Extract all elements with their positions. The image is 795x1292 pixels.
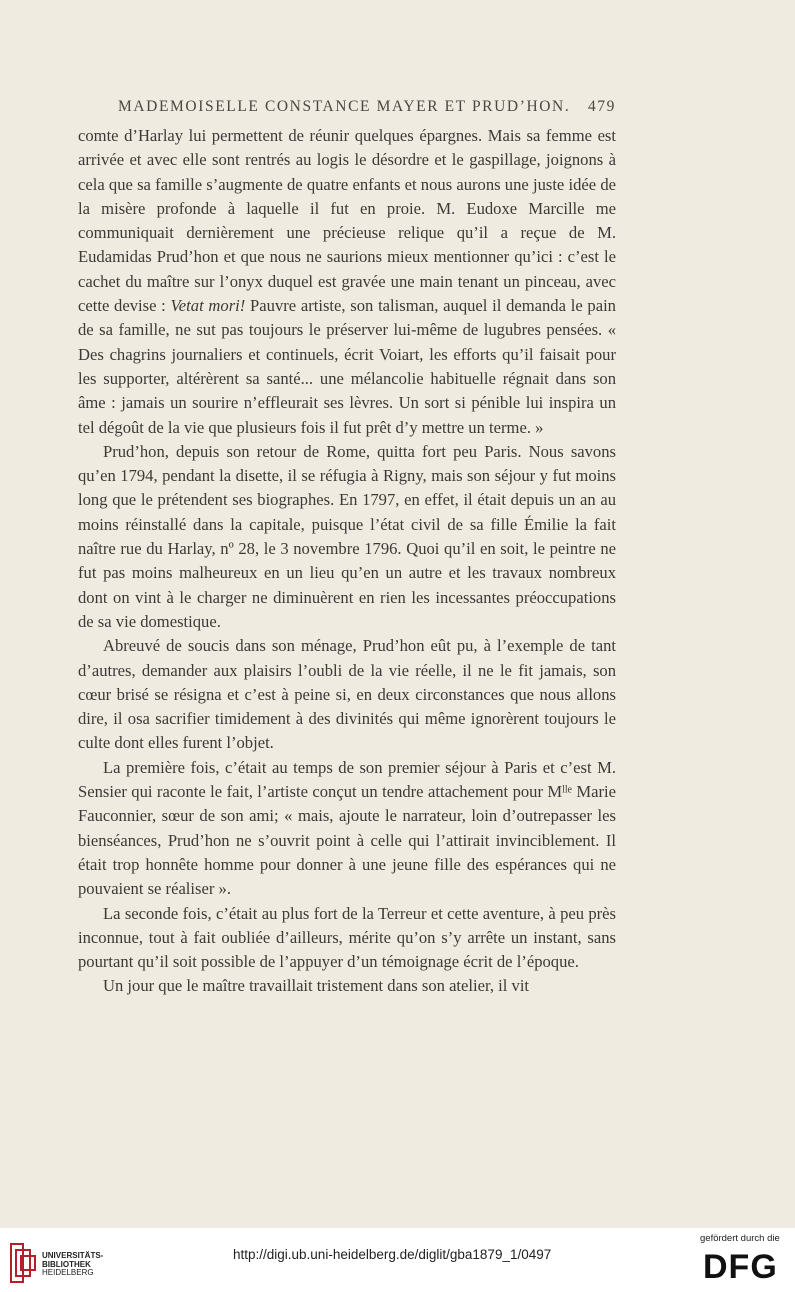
paragraph-1-part-a: comte d’Harlay lui permettent de réunir quelques épargnes. Mais sa femme est arrivée et avec elle sont rentrés au logis le désordre et le gaspillage, joignons à cela que sa famille s’augmente de quatre enfants et nous aurons une juste idée de la misère profonde à laquelle il fut en proie. M. Eudoxe Marcille me communiquait dernièrement une précieuse relique qu’il a reçue de M. Eudamidas Prud’hon et que nous ne saurions mieux mentionner qu’ici : c’est le cachet du maître sur l’onyx duquel est gravée une main tenant un pinceau, avec cette devise :	[78, 126, 616, 316]
paragraph-3: Abreuvé de soucis dans son ménage, Prud’hon eût pu, à l’exemple de tant d’autres, demander aux plaisirs l’oubli de la vie réelle, il ne le fit jamais, son cœur brisé se résigna et c’est à peine si, en deux circonstances que nous allons dire, il osa sacrifier timidement à des divinités qui même ignorèrent toujours le culte dont elles furent l’objet.	[78, 636, 616, 753]
page-number: 479	[587, 98, 616, 115]
motto: Vetat mori!	[170, 296, 246, 316]
logo-line-2: BIBLIOTHEK	[42, 1259, 91, 1269]
paragraph-2: Prud’hon, depuis son retour de Rome, quitta fort peu Paris. Nous savons qu’en 1794, pendant la disette, il se réfugia à Rigny, mais son séjour y fut moins long que le prétendent ses biographes. En 1797, en effet, il était depuis un an au moins réinstallé dans la capitale, puisque l’état civil de sa fille Émilie la fait naître rue du Harlay, nº 28, le 3 novembre 1796. Quoi qu’il en soit, le peintre ne fut pas moins malheureux en un lieu qu’en un autre et les travaux nombreux dont on vint à le charger ne diminuèrent en rien les incessantes préoccupations de sa vie domestique.	[78, 441, 616, 631]
paragraph-5: La seconde fois, c’était au plus fort de la Terreur et cette aventure, à peu près inconnue, tout à fait oubliée d’ailleurs, mérite qu’on s’y arrête un instant, sans pourtant qu’il soit possible de l’appuyer d’un témoignage écrit de l’époque.	[78, 903, 616, 972]
funded-by-label: gefördert durch die	[700, 1233, 780, 1244]
paragraph-4: La première fois, c’était au temps de son premier séjour à Paris et c’est M. Sensier qui raconte le fait, l’artiste conçut un tendre attachement pour Mˡˡᵉ Marie Fauconnier, sœur de son ami; « mais, ajoute le narrateur, loin d’outrepasser les bienséances, Prud’hon ne s’ouvrit point à celle qui l’attirait invinciblement. Il était trop honnête homme pour donner à une jeune fille des espérances qui ne pouvaient se réaliser ».	[78, 757, 616, 899]
logo-line-1: UNIVERSITÄTS-	[42, 1251, 104, 1260]
paragraph-6: Un jour que le maître travaillait tristement dans son atelier, il vit	[103, 976, 530, 996]
viewer-footer	[0, 1228, 795, 1292]
library-name	[42, 1252, 103, 1278]
running-head-title: MADEMOISELLE CONSTANCE MAYER ET PRUD’HON.	[118, 98, 571, 115]
logo-line-3: HEIDELBERG	[42, 1268, 94, 1277]
paragraph-1-part-b: Pauvre artiste, son talisman, auquel il demanda le pain de sa famille, ne sut pas toujours le préserver lui-même de lugubres pensées. « Des chagrins journaliers et continuels, écrit Voiart, les efforts qu’il faisait pour les supporter, altérèrent sa santé... une mélancolie habituelle régnait dans son âme : jamais un sourire n’effleurait ses lèvres. Un sort si pénible lui inspira un tel dégoût de la vie que plusieurs fois il fut prêt d’y mettre un terme. »	[78, 296, 616, 437]
library-crest-icon	[8, 1242, 38, 1284]
paragraph-1	[78, 124, 616, 440]
permalink[interactable]: http://digi.ub.uni-heidelberg.de/diglit/gba1879_1/0497	[233, 1247, 552, 1262]
library-logo[interactable]	[8, 1242, 128, 1284]
body-text	[78, 124, 616, 999]
dfg-logo[interactable]: DFG	[703, 1248, 778, 1286]
